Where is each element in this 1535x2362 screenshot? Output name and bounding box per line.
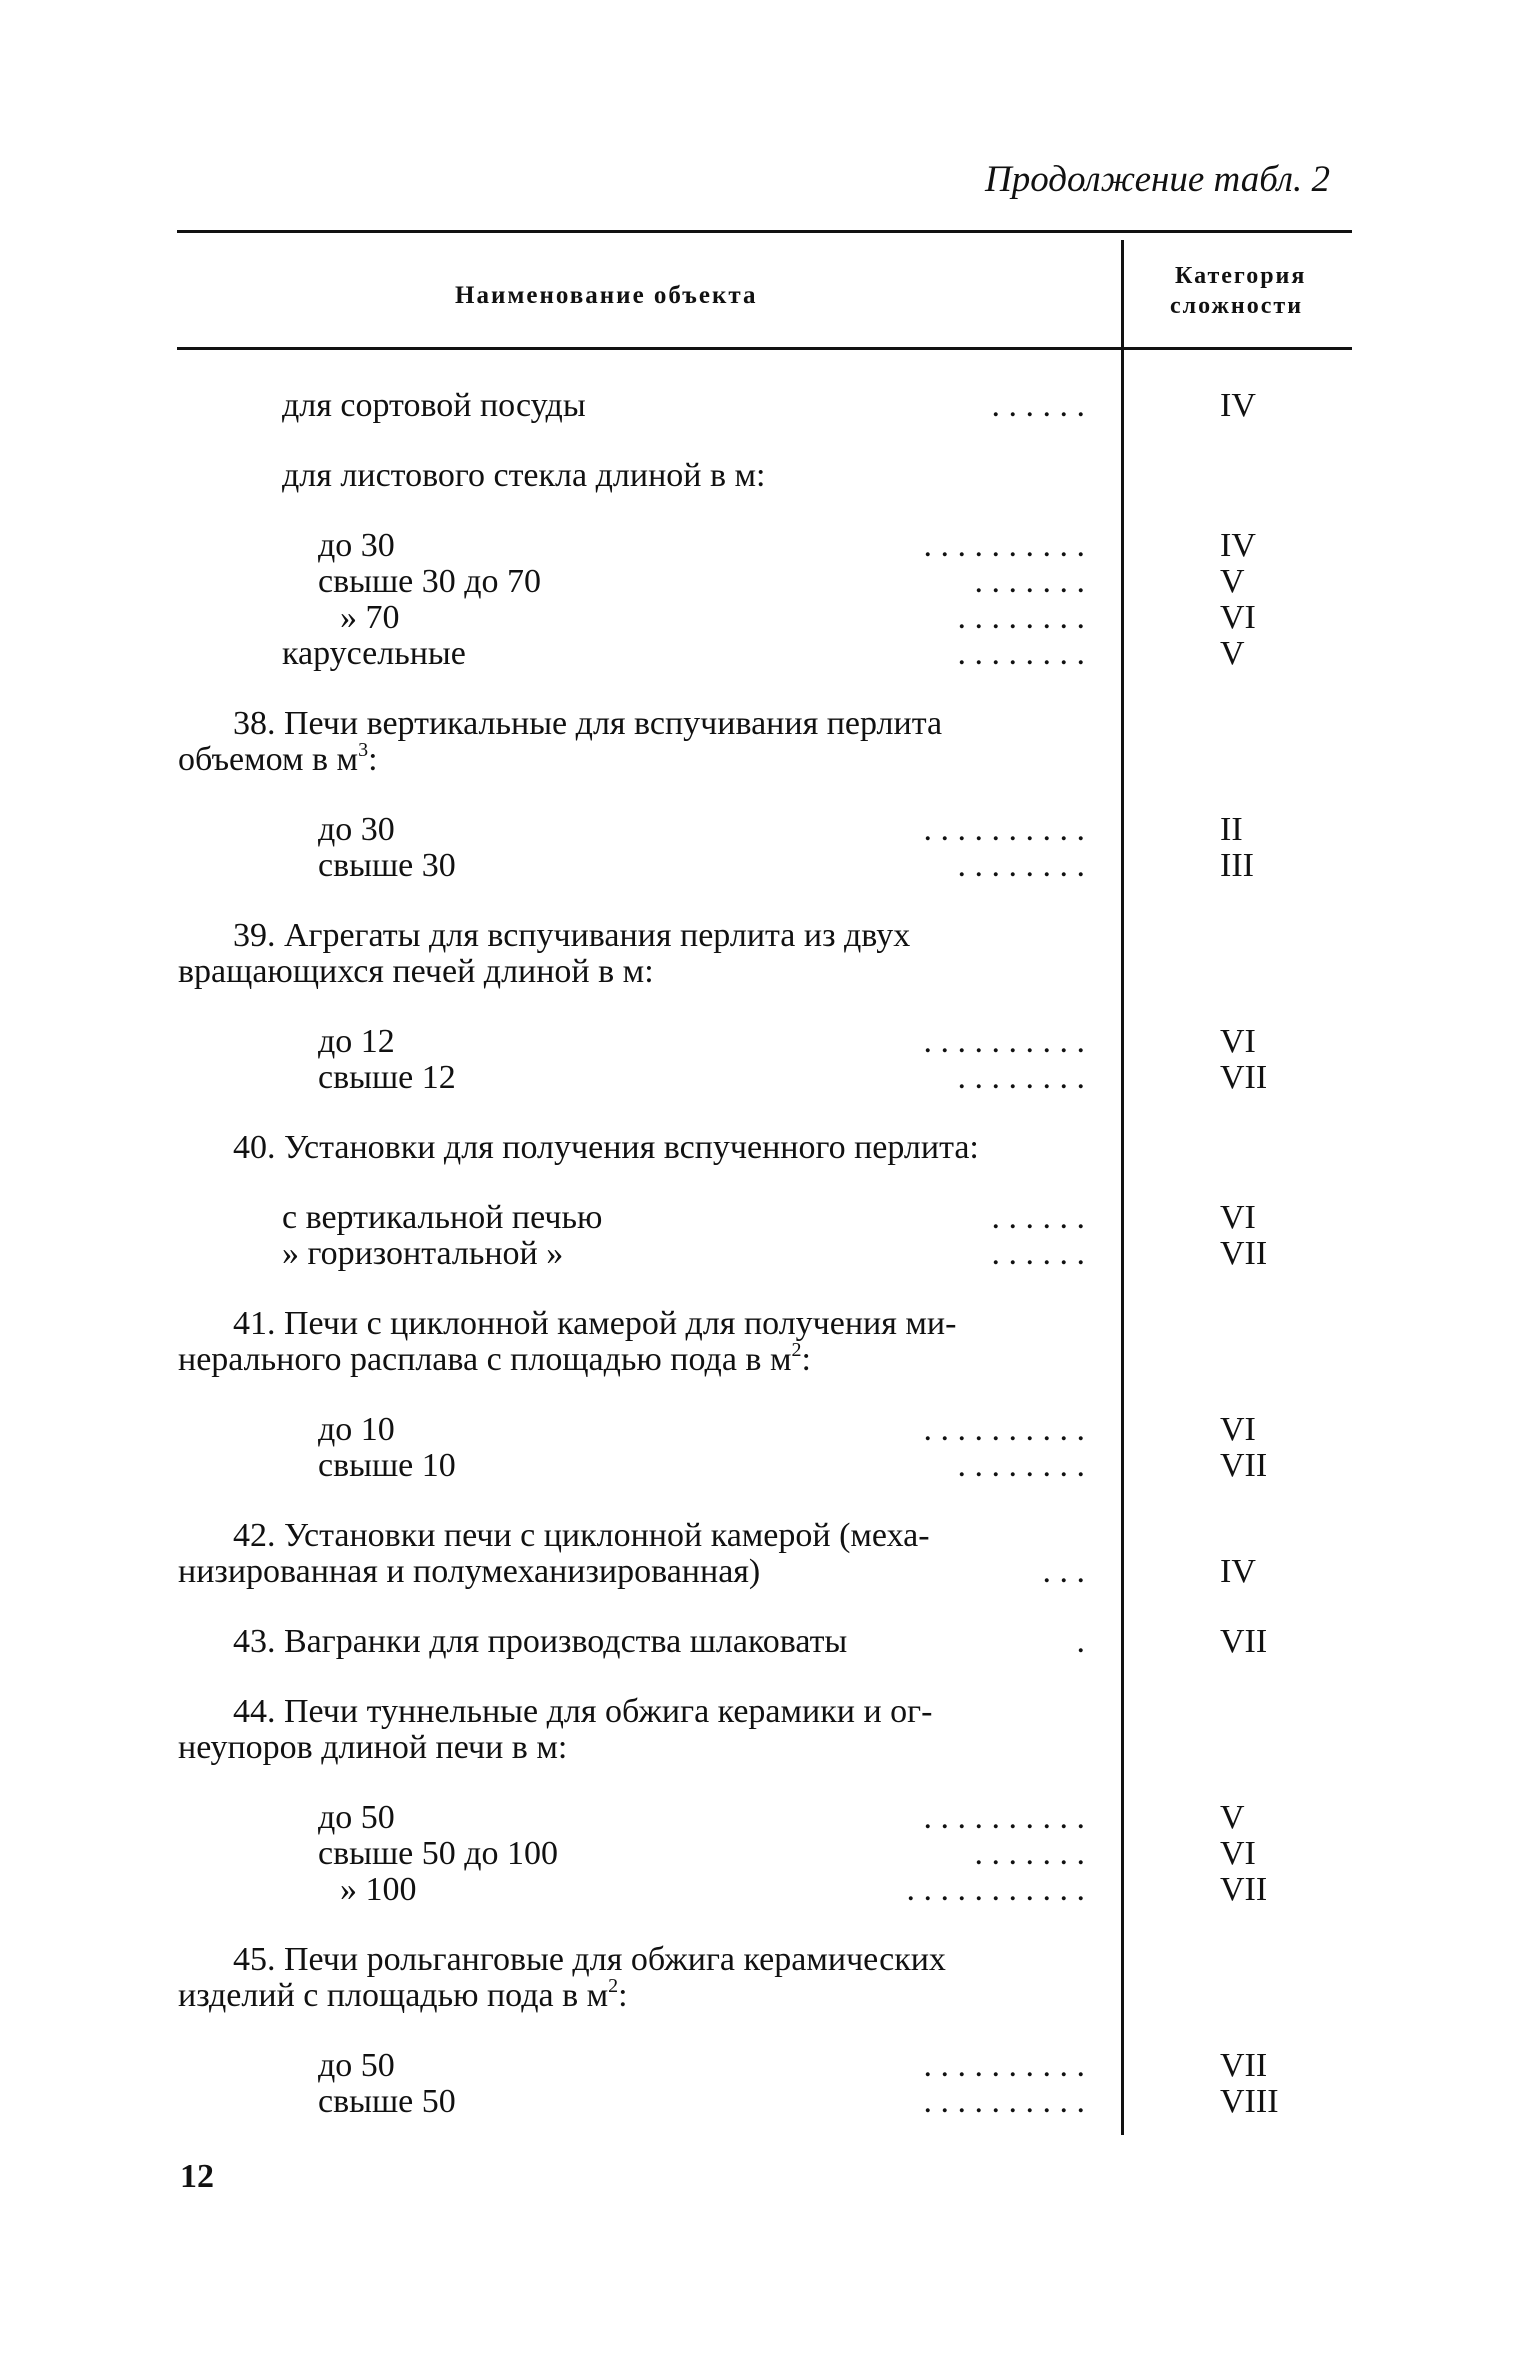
table-row [178, 1975, 628, 2014]
table-row [233, 1306, 956, 1342]
leader-dots: . . . . . . . . . . [923, 527, 1085, 564]
leader-dots: . [1076, 1623, 1085, 1660]
leader-dots: . . . . . . . . [957, 847, 1085, 884]
row-text: вращающихся печей длиной в м: [178, 953, 654, 990]
category-value: V [1220, 1799, 1245, 1836]
row-text: 45. Печи рольганговые для обжига керамических [233, 1941, 946, 1978]
row-text: » 100 [340, 1871, 417, 1908]
leader-dots: . . . . . . . . . . . [906, 1871, 1085, 1908]
row-text: до 50 [318, 1799, 395, 1836]
row-text: до 30 [318, 527, 395, 564]
category-value: IV [1220, 527, 1256, 564]
table-row [282, 1236, 563, 1272]
category-value: IV [1220, 1553, 1256, 1590]
row-text: свыше 50 до 100 [318, 1835, 559, 1872]
category-value: VI [1220, 1835, 1256, 1872]
table-row [318, 1060, 456, 1096]
table-row [318, 564, 541, 600]
table-row [233, 1518, 930, 1554]
row-text: до 30 [318, 811, 395, 848]
row-superscript: 2 [791, 1339, 802, 1361]
row-text: » горизонтальной » [282, 1235, 564, 1272]
category-value: VII [1220, 2047, 1268, 2084]
leader-dots: . . . . . . [991, 387, 1085, 424]
header-category-line1: Категория [1175, 263, 1307, 289]
row-text: карусельные [282, 635, 466, 672]
row-text: 40. Установки для получения вспученного перлита: [233, 1129, 979, 1166]
page-number: 12 [180, 2158, 214, 2195]
table-row [178, 739, 378, 778]
table-row [318, 2048, 395, 2084]
table-row [282, 388, 586, 424]
row-text: низированная и полумеханизированная) [178, 1553, 761, 1590]
leader-dots: . . . . . . . . . . [923, 2083, 1085, 2120]
row-text: 44. Печи туннельные для обжига керамики и ог- [233, 1693, 933, 1730]
category-value: VII [1220, 1447, 1268, 1484]
continuation-caption: Продолжение табл. 2 [985, 159, 1331, 200]
row-superscript: 3 [358, 739, 369, 761]
category-value: VII [1220, 1235, 1268, 1272]
table-row [282, 458, 765, 494]
leader-dots: . . . . . . [991, 1199, 1085, 1236]
row-text: до 10 [318, 1411, 395, 1448]
row-text: изделий с площадью пода в м [178, 1977, 609, 2014]
table-row [233, 1942, 946, 1978]
row-text: свыше 30 [318, 847, 456, 884]
category-value: VI [1220, 1199, 1256, 1236]
leader-dots: . . . . . . . [974, 1835, 1085, 1872]
leader-dots: . . . . . . . . . . [923, 1411, 1085, 1448]
leader-dots: . . . . . . . . [957, 1447, 1085, 1484]
row-text: свыше 50 [318, 2083, 456, 2120]
row-text: 43. Вагранки для производства шлаковаты [233, 1623, 848, 1660]
table-row [318, 1800, 395, 1836]
category-value: VII [1220, 1871, 1268, 1908]
category-value: III [1220, 847, 1254, 884]
table-row [282, 636, 466, 672]
leader-dots: . . . . . . . . [957, 599, 1085, 636]
header-category-line2: сложности [1170, 293, 1304, 319]
row-text-tail: : [801, 1341, 811, 1378]
leader-dots: . . . . . . . . . . [923, 1023, 1085, 1060]
row-text: 39. Агрегаты для вспучивания перлита из двух [233, 917, 911, 954]
row-text: 41. Печи с циклонной камерой для получения ми- [233, 1305, 957, 1342]
row-text: для сортовой посуды [282, 387, 586, 424]
table-row [318, 1836, 558, 1872]
table-row [318, 848, 456, 884]
table-row [282, 1200, 602, 1236]
leader-dots: . . . . . . . . . . [923, 811, 1085, 848]
category-value: V [1220, 563, 1245, 600]
table-top-rule [177, 230, 1352, 233]
leader-dots: . . . . . . . . . . [923, 2047, 1085, 2084]
row-text: свыше 12 [318, 1059, 456, 1096]
row-text: для листового стекла длиной в м: [282, 457, 766, 494]
table-row [340, 600, 400, 636]
table-row [318, 528, 395, 564]
category-value: VIII [1220, 2083, 1279, 2120]
table-row [318, 1024, 395, 1060]
leader-dots: . . . [1042, 1553, 1085, 1590]
table-row [318, 812, 395, 848]
table-row [178, 1339, 811, 1378]
category-value: VI [1220, 1023, 1256, 1060]
table-row [318, 1448, 456, 1484]
header-object-name: Наименование объекта [455, 282, 758, 309]
row-text: объемом в м [178, 741, 359, 778]
category-value: VII [1220, 1623, 1268, 1660]
leader-dots: . . . . . . . [974, 563, 1085, 600]
leader-dots: . . . . . . . . [957, 635, 1085, 672]
row-text: до 12 [318, 1023, 395, 1060]
column-divider [1121, 240, 1124, 2135]
table-row [340, 1872, 417, 1908]
table-row [178, 1554, 760, 1590]
table-row [233, 1624, 847, 1660]
row-text: нерального расплава с площадью пода в м [178, 1341, 792, 1378]
row-text: свыше 30 до 70 [318, 563, 542, 600]
table-row [178, 1730, 567, 1766]
table-row [233, 706, 942, 742]
row-text: до 50 [318, 2047, 395, 2084]
leader-dots: . . . . . . . . [957, 1059, 1085, 1096]
row-superscript: 2 [608, 1975, 619, 1997]
row-text: неупоров длиной печи в м: [178, 1729, 568, 1766]
row-text-tail: : [618, 1977, 628, 2014]
table-row [233, 1694, 932, 1730]
category-value: V [1220, 635, 1245, 672]
row-text-tail: : [368, 741, 378, 778]
table-row [318, 2084, 456, 2120]
table-row [178, 954, 654, 990]
category-value: VI [1220, 1411, 1256, 1448]
category-value: II [1220, 811, 1243, 848]
leader-dots: . . . . . . [991, 1235, 1085, 1272]
table-row [318, 1412, 395, 1448]
row-text: с вертикальной печью [282, 1199, 603, 1236]
leader-dots: . . . . . . . . . . [923, 1799, 1085, 1836]
row-text: 38. Печи вертикальные для вспучивания перлита [233, 705, 943, 742]
table-row [233, 1130, 979, 1166]
row-text: свыше 10 [318, 1447, 456, 1484]
table-row [233, 918, 910, 954]
category-value: VI [1220, 599, 1256, 636]
row-text: 42. Установки печи с циклонной камерой (меха- [233, 1517, 930, 1554]
header-bottom-rule [177, 347, 1352, 350]
row-text: » 70 [340, 599, 400, 636]
category-value: VII [1220, 1059, 1268, 1096]
category-value: IV [1220, 387, 1256, 424]
